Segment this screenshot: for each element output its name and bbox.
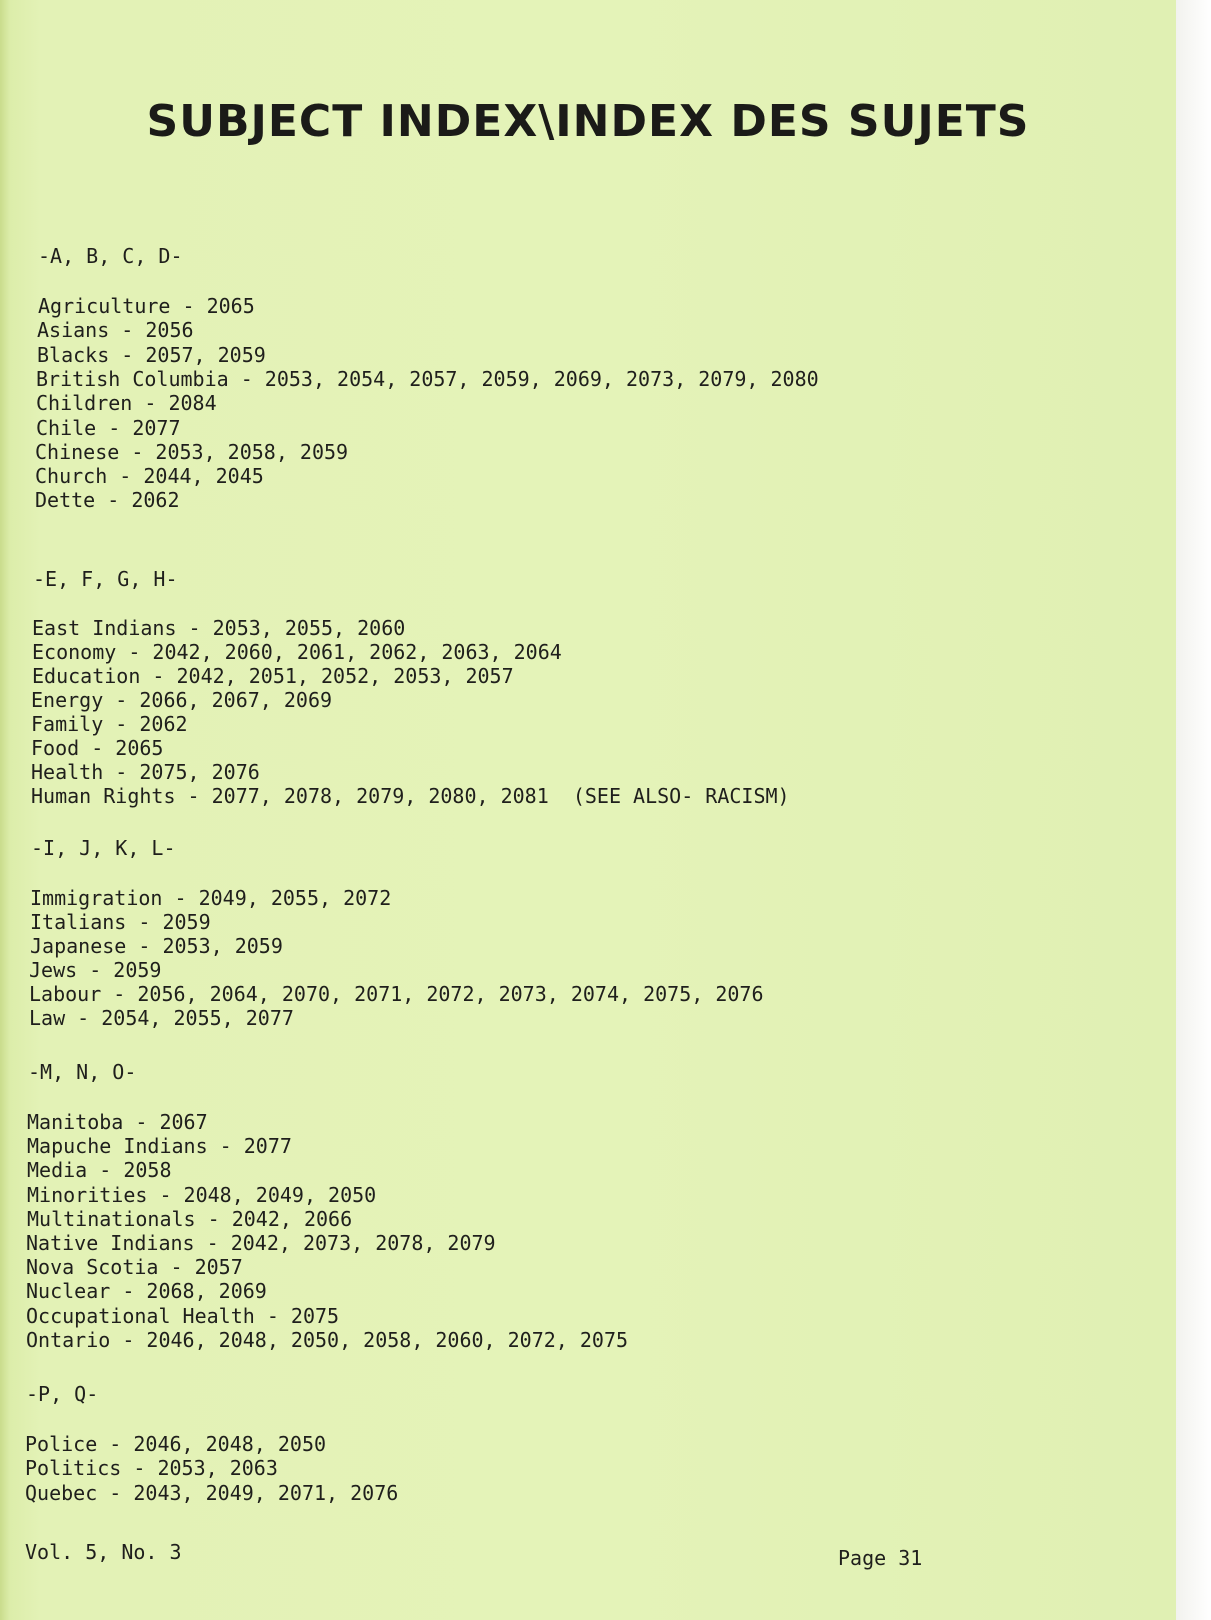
index-entry: Multinationals - 2042, 2066	[27, 1207, 353, 1231]
index-entry: Nuclear - 2068, 2069	[26, 1279, 267, 1303]
index-entry: Human Rights - 2077, 2078, 2079, 2080, 2081 (SEE ALSO- RACISM)	[31, 784, 790, 808]
index-entry: Health - 2075, 2076	[31, 760, 260, 784]
volume-number: Vol. 5, No. 3	[25, 1540, 182, 1564]
page-edge-shadow	[1176, 0, 1211, 1620]
index-entry: Children - 2084	[36, 391, 217, 415]
index-entry: Chile - 2077	[36, 416, 181, 440]
section-heading-e-h: -E, F, G, H-	[33, 567, 178, 591]
index-entry: Jews - 2059	[29, 958, 162, 982]
index-entry: Church - 2044, 2045	[35, 464, 264, 488]
index-entry: Labour - 2056, 2064, 2070, 2071, 2072, 2073, 2074, 2075, 2076	[29, 982, 764, 1006]
index-entry: Law - 2054, 2055, 2077	[29, 1006, 294, 1030]
index-entry: Blacks - 2057, 2059	[37, 343, 266, 367]
section-heading-i-l: -I, J, K, L-	[31, 836, 176, 860]
index-entry: Mapuche Indians - 2077	[27, 1134, 292, 1158]
index-entry: Nova Scotia - 2057	[26, 1255, 243, 1279]
index-entry: Media - 2058	[27, 1158, 172, 1182]
section-heading-m-o: -M, N, O-	[28, 1060, 137, 1084]
index-entry: Dette - 2062	[35, 488, 180, 512]
index-entry: Family - 2062	[31, 712, 188, 736]
index-entry: Ontario - 2046, 2048, 2050, 2058, 2060, 2072, 2075	[26, 1328, 629, 1352]
index-entry: Quebec - 2043, 2049, 2071, 2076	[25, 1481, 399, 1505]
index-entry: Minorities - 2048, 2049, 2050	[27, 1183, 377, 1207]
index-entry: Immigration - 2049, 2055, 2072	[30, 886, 392, 910]
index-entry: Chinese - 2053, 2058, 2059	[35, 440, 349, 464]
index-entry: Agriculture - 2065	[38, 294, 255, 318]
index-entry: Occupational Health - 2075	[26, 1304, 340, 1328]
index-entry: Education - 2042, 2051, 2052, 2053, 2057	[32, 664, 514, 688]
index-entry: Energy - 2066, 2067, 2069	[31, 688, 333, 712]
index-entry: Politics - 2053, 2063	[25, 1456, 278, 1480]
index-entry: East Indians - 2053, 2055, 2060	[32, 616, 406, 640]
index-entry: Italians - 2059	[30, 910, 211, 934]
index-entry: British Columbia - 2053, 2054, 2057, 2059, 2069, 2073, 2079, 2080	[36, 367, 819, 391]
page-number: Page 31	[838, 1546, 923, 1570]
index-entry: Japanese - 2053, 2059	[30, 934, 283, 958]
page-title: SUBJECT INDEX\INDEX DES SUJETS	[146, 96, 1030, 147]
section-heading-p-q: -P, Q-	[26, 1382, 99, 1406]
index-entry: Asians - 2056	[37, 318, 194, 342]
index-entry: Native Indians - 2042, 2073, 2078, 2079	[26, 1231, 496, 1255]
index-entry: Police - 2046, 2048, 2050	[25, 1432, 327, 1456]
index-entry: Food - 2065	[31, 736, 164, 760]
index-entry: Manitoba - 2067	[27, 1110, 208, 1134]
section-heading-a-d: -A, B, C, D-	[38, 244, 183, 268]
index-entry: Economy - 2042, 2060, 2061, 2062, 2063, 2064	[32, 640, 562, 664]
